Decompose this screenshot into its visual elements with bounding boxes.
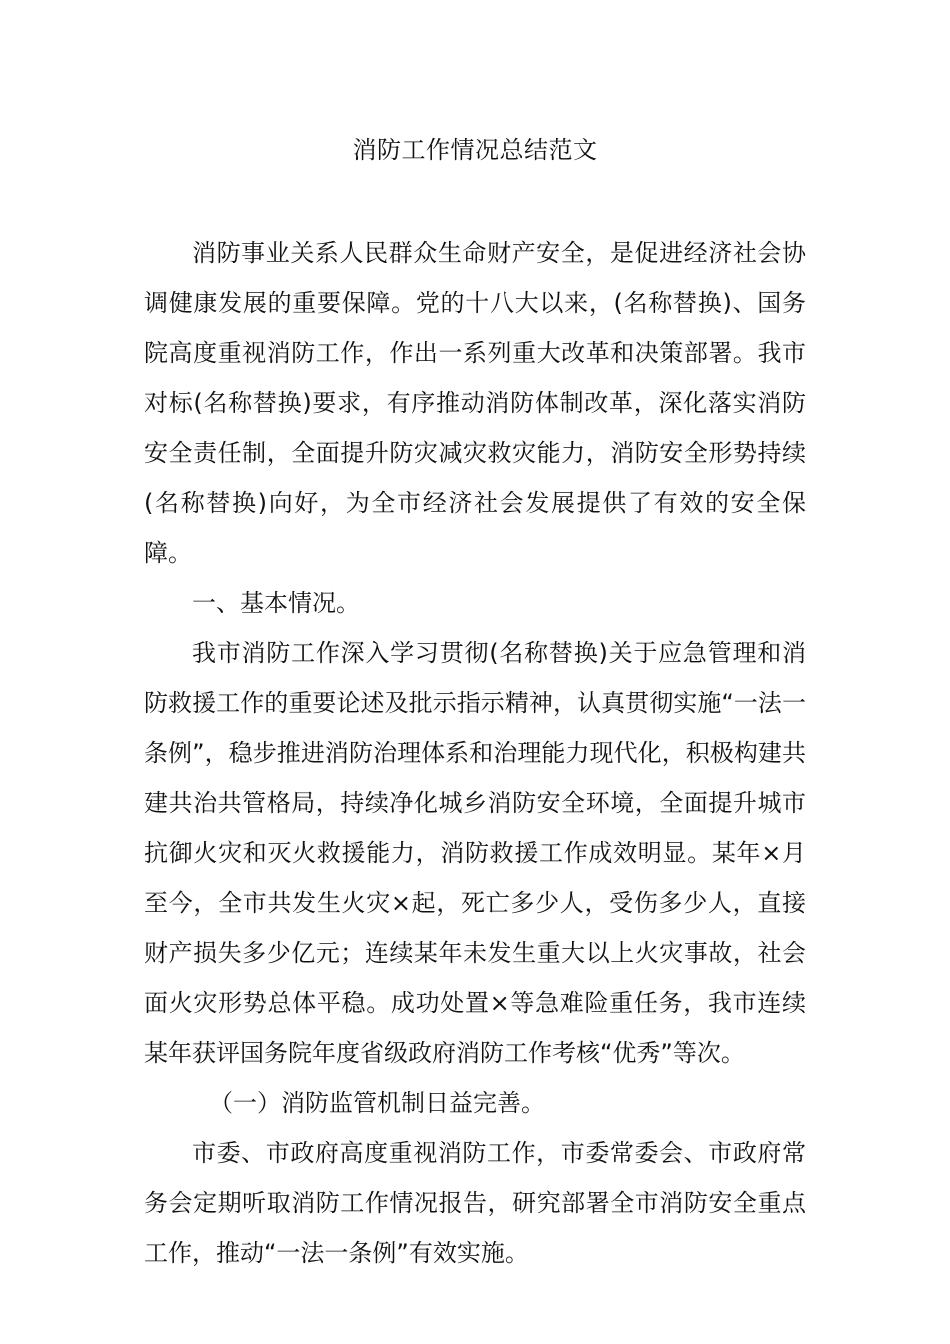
section-heading-basic-situation: 一、基本情况。	[192, 589, 360, 617]
paragraph-supervision: 市委、市政府高度重视消防工作，市委常委会、市政府常务会定期听取消防工作情况报告，研究部署全市消防安全重点工作，推动“一法一条例”有效实施。	[144, 1139, 806, 1267]
paragraph-basic-situation: 我市消防工作深入学习贯彻(名称替换)关于应急管理和消防救援工作的重要论述及批示指示精神，认真贯彻实施“一法一条例”，稳步推进消防治理体系和治理能力现代化，积极构建共建共治共管格局，持续净化城乡消防安全环境，全面提升城市抗御火灾和灭火救援能力，消防救援工作成效明显。某年×月至今，全市共发生火灾×起，死亡多少人，受伤多少人，直接财产损失多少亿元；连续某年未发生重大以上火灾事故，社会面火灾形势总体平稳。成功处置×等急难险重任务，我市连续某年获评国务院年度省级政府消防工作考核“优秀”等次。	[144, 639, 806, 1067]
subsection-heading-supervision: （一）消防监管机制日益完善。	[209, 1089, 545, 1117]
document-title: 消防工作情况总结范文	[352, 136, 598, 164]
document-body	[144, 228, 806, 1278]
paragraph-intro: 消防事业关系人民群众生命财产安全，是促进经济社会协调健康发展的重要保障。党的十八大以来，(名称替换)、国务院高度重视消防工作，作出一系列重大改革和决策部署。我市对标(名称替换)要求，有序推动消防体制改革，深化落实消防安全责任制，全面提升防灾减灾救灾能力，消防安全形势持续(名称替换)向好，为全市经济社会发展提供了有效的安全保障。	[144, 239, 806, 567]
